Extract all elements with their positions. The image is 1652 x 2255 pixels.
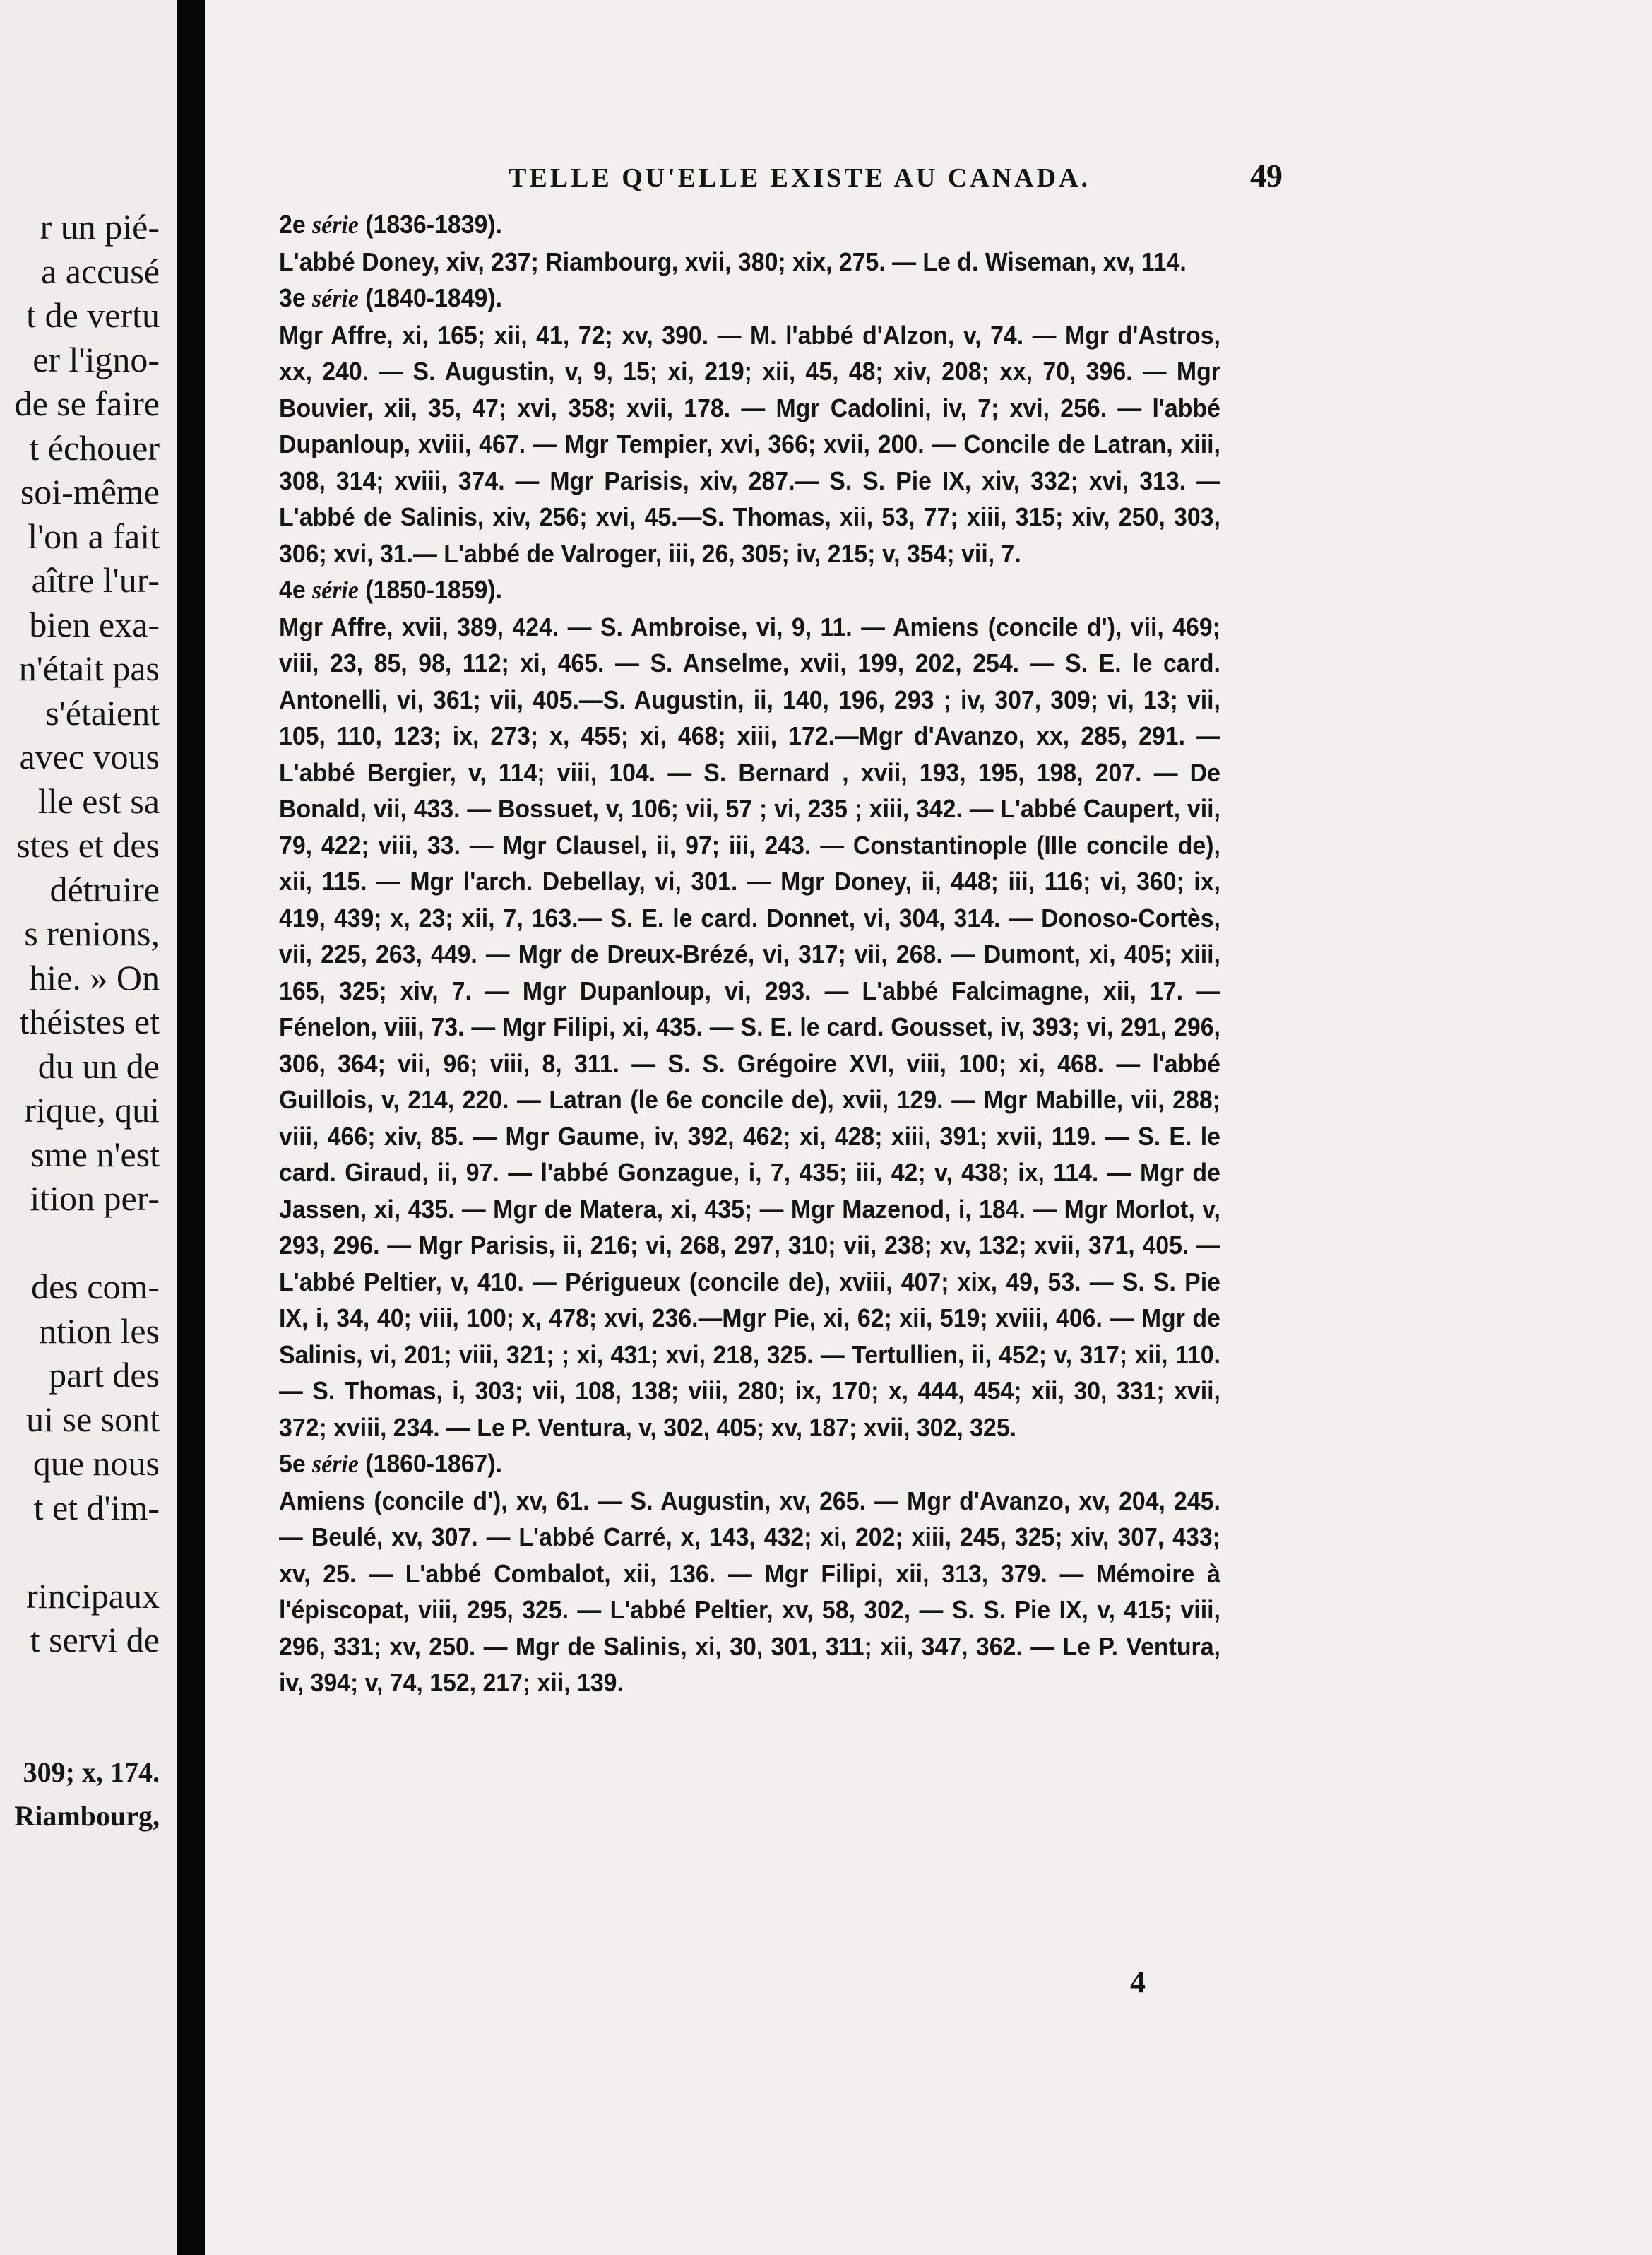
series-heading: 4e série (1850-1859). — [279, 575, 503, 604]
left-page-line: part des — [49, 1355, 160, 1395]
left-page-line — [0, 1221, 170, 1265]
left-page-line — [0, 1662, 170, 1707]
left-page-line: t échouer — [29, 427, 160, 468]
left-page-line: soi-même — [20, 472, 160, 511]
left-page-line: stes et des — [16, 825, 160, 865]
series-heading: 5e série (1860-1867). — [279, 1449, 503, 1478]
series-entries: Mgr Affre, xvii, 389, 424. — S. Ambroise, vi, 9, 11. — Amiens (concile d'), vii, 469; viii, 23, 85, 98, 112; xi, 465. — S. Anselme, xvii, 199, 202, 254. — S. E. le card. Antonelli, vi, 361; vii, 405.—S. Augustin, ii, 140, 196, 293 ; iv, 307, 309; vi, 13; vii, 105, 110, 123; ix, 273; x, 455; xi, 468; xiii, 172.—Mgr d'Avanzo, xx, 285, 291. — L'abbé Bergier, v, 114; viii, 104. — S. Bernard , xvii, 193, 195, 198, 207. — De Bonald, vii, 433. — Bossuet, v, 106; vii, 57 ; vi, 235 ; xiii, 342. — L'abbé Caupert, vii, 79, 422; viii, 33. — Mgr Clausel, ii, 97; iii, 243. — Constantinople (IIIe concile de), xii, 115. — Mgr l'arch. Debellay, vi, 301. — Mgr Doney, ii, 448; iii, 116; vi, 360; ix, 419, 439; x, 23; xii, 7, 163.— S. E. le card. Donnet, vi, 304, 314. — Donoso-Cortès, vii, 225, 263, 449. — Mgr de Dreux-Brézé, vi, 317; vii, 268. — Dumont, xi, 405; xiii, 165, 325; xiv, 7. — Mgr Dupanloup, vi, 293. — L'abbé Falcimagne, xii, 17. — Fénelon, viii, 73. — Mgr Filipi, xi, 435. — S. E. le card. Gousset, iv, 393; vi, 291, 296, 306, 364; vii, 96; viii, 8, 311. — S. S. Grégoire XVI, viii, 100; xi, 468. — l'abbé Guillois, v, 214, 220. — Latran (le 6e concile de), xvii, 129. — Mgr Mabille, vii, 288; viii, 466; xiv, 85. — Mgr Gaume, iv, 392, 462; xi, 428; xiii, 391; xvii, 119. — S. E. le card. Giraud, ii, 97. — l'abbé Gonzague, i, 7, 435; iii, 42; v, 438; ix, 114. — Mgr de Jassen, xi, 435. — Mgr de Matera, xi, 435; — Mgr Mazenod, i, 184. — Mgr Morlot, v, 293, 296. — Mgr Parisis, ii, 216; vi, 268, 297, 310; vii, 238; xv, 132; xvii, 371, 405. — L'abbé Peltier, v, 410. — Périgueux (concile de), xviii, 407; xix, 49, 53. — S. S. Pie IX, i, 34, 40; viii, 100; x, 478; xvi, 236.—Mgr Pie, xi, 62; xii, 519; xviii, 406. — Mgr de Salinis, vi, 201; viii, 321; ; xi, 431; xvi, 218, 325. — Tertullien, ii, 452; v, 317; xii, 110. — S. Thomas, i, 303; vii, 108, 138; viii, 280; ix, 170; x, 444, 454; xii, 30, 331; xvii, 372; xviii, 234. — Le P. Ventura, v, 302, 405; xv, 187; xvii, 302, 325. — [279, 612, 1220, 1442]
left-page-line: des com- — [31, 1267, 160, 1306]
left-page-line: détruire — [49, 869, 160, 909]
left-page-line: hie. » On — [29, 957, 160, 998]
series-4 — [279, 572, 1220, 1445]
left-page-line: 309; x, 174. — [23, 1756, 160, 1788]
page-gutter — [177, 0, 205, 2255]
left-page-text — [0, 205, 170, 1839]
series-heading: 3e série (1840-1849). — [279, 283, 503, 312]
left-page-line: aître l'ur- — [31, 560, 160, 600]
left-page-line: théistes et — [19, 1002, 160, 1041]
left-page-line: bien exa- — [29, 604, 160, 644]
left-page-line: rincipaux — [26, 1575, 160, 1616]
left-page-line: er l'igno- — [32, 339, 160, 379]
series-3 — [279, 280, 1220, 572]
left-page-line — [0, 1706, 170, 1751]
left-page-line: ition per- — [30, 1178, 160, 1218]
left-page-line: que nous — [32, 1443, 160, 1483]
left-page-line: avec vous — [19, 737, 160, 776]
left-page-line: rique, qui — [24, 1090, 160, 1130]
left-page-line: n'était pas — [18, 649, 160, 688]
left-page-line: l'on a fait — [28, 516, 160, 556]
left-page-line: de se faire — [14, 384, 160, 423]
left-page-line — [0, 1529, 170, 1574]
left-page-line: t et d'im- — [33, 1487, 160, 1527]
left-page-line: Riambourg, — [14, 1800, 160, 1832]
left-page-line: s renions, — [24, 913, 160, 953]
left-page-line: du un de — [37, 1046, 160, 1086]
left-page-line: sme n'est — [30, 1134, 160, 1174]
signature-mark: 4 — [1130, 1965, 1146, 1999]
series-entries: L'abbé Doney, xiv, 237; Riambourg, xvii, 380; xix, 275. — Le d. Wiseman, xv, 114. — [279, 247, 1187, 276]
page-body — [279, 206, 1220, 1701]
running-header: TELLE QU'ELLE EXISTE AU CANADA. — [509, 163, 1091, 193]
left-page-line: lle est sa — [37, 781, 160, 821]
left-page-line: ui se sont — [26, 1399, 160, 1439]
left-page-fragment — [0, 0, 177, 2255]
left-page-line: t de vertu — [26, 295, 160, 335]
left-page-line: r un pié- — [40, 207, 160, 247]
left-page-line: t servi de — [30, 1620, 160, 1659]
series-heading: 2e série (1836-1839). — [279, 210, 503, 239]
main-page — [205, 0, 1652, 2255]
series-entries: Mgr Affre, xi, 165; xii, 41, 72; xv, 390. — M. l'abbé d'Alzon, v, 74. — Mgr d'Astros, xx, 240. — S. Augustin, v, 9, 15; xi, 219; xii, 45, 48; xiv, 208; xx, 70, 396. — Mgr Bouvier, xii, 35, 47; xvi, 358; xvii, 178. — Mgr Cadolini, iv, 7; xvi, 256. — l'abbé Dupanloup, xviii, 467. — Mgr Tempier, xvi, 366; xvii, 200. — Concile de Latran, xiii, 308, 314; xviii, 374. — Mgr Parisis, xiv, 287.— S. S. Pie IX, xiv, 332; xvi, 313. — L'abbé de Salinis, xiv, 256; xvi, 45.—S. Thomas, xii, 53, 77; xiii, 315; xiv, 250, 303, 306; xvi, 31.— L'abbé de Valroger, iii, 26, 305; iv, 215; v, 354; vii, 7. — [279, 320, 1220, 568]
left-page-line: s'étaient — [45, 692, 160, 733]
left-page-line: a accusé — [41, 251, 160, 291]
left-page-line: ntion les — [39, 1310, 160, 1351]
series-2 — [279, 206, 1220, 280]
series-entries: Amiens (concile d'), xv, 61. — S. Augustin, xv, 265. — Mgr d'Avanzo, xv, 204, 245. — Beulé, xv, 307. — L'abbé Carré, x, 143, 432; xi, 202; xiii, 245, 325; xiv, 307, 433; xv, 25. — L'abbé Combalot, xii, 136. — Mgr Filipi, xii, 313, 379. — Mémoire à l'épiscopat, viii, 295, 325. — L'abbé Peltier, xv, 58, 302, — S. S. Pie IX, v, 415; viii, 296, 331; xv, 250. — Mgr de Salinis, xi, 30, 301, 311; xii, 347, 362. — Le P. Ventura, iv, 394; v, 74, 152, 217; xii, 139. — [279, 1486, 1220, 1697]
series-5 — [279, 1445, 1220, 1701]
page-number: 49 — [1250, 158, 1283, 194]
